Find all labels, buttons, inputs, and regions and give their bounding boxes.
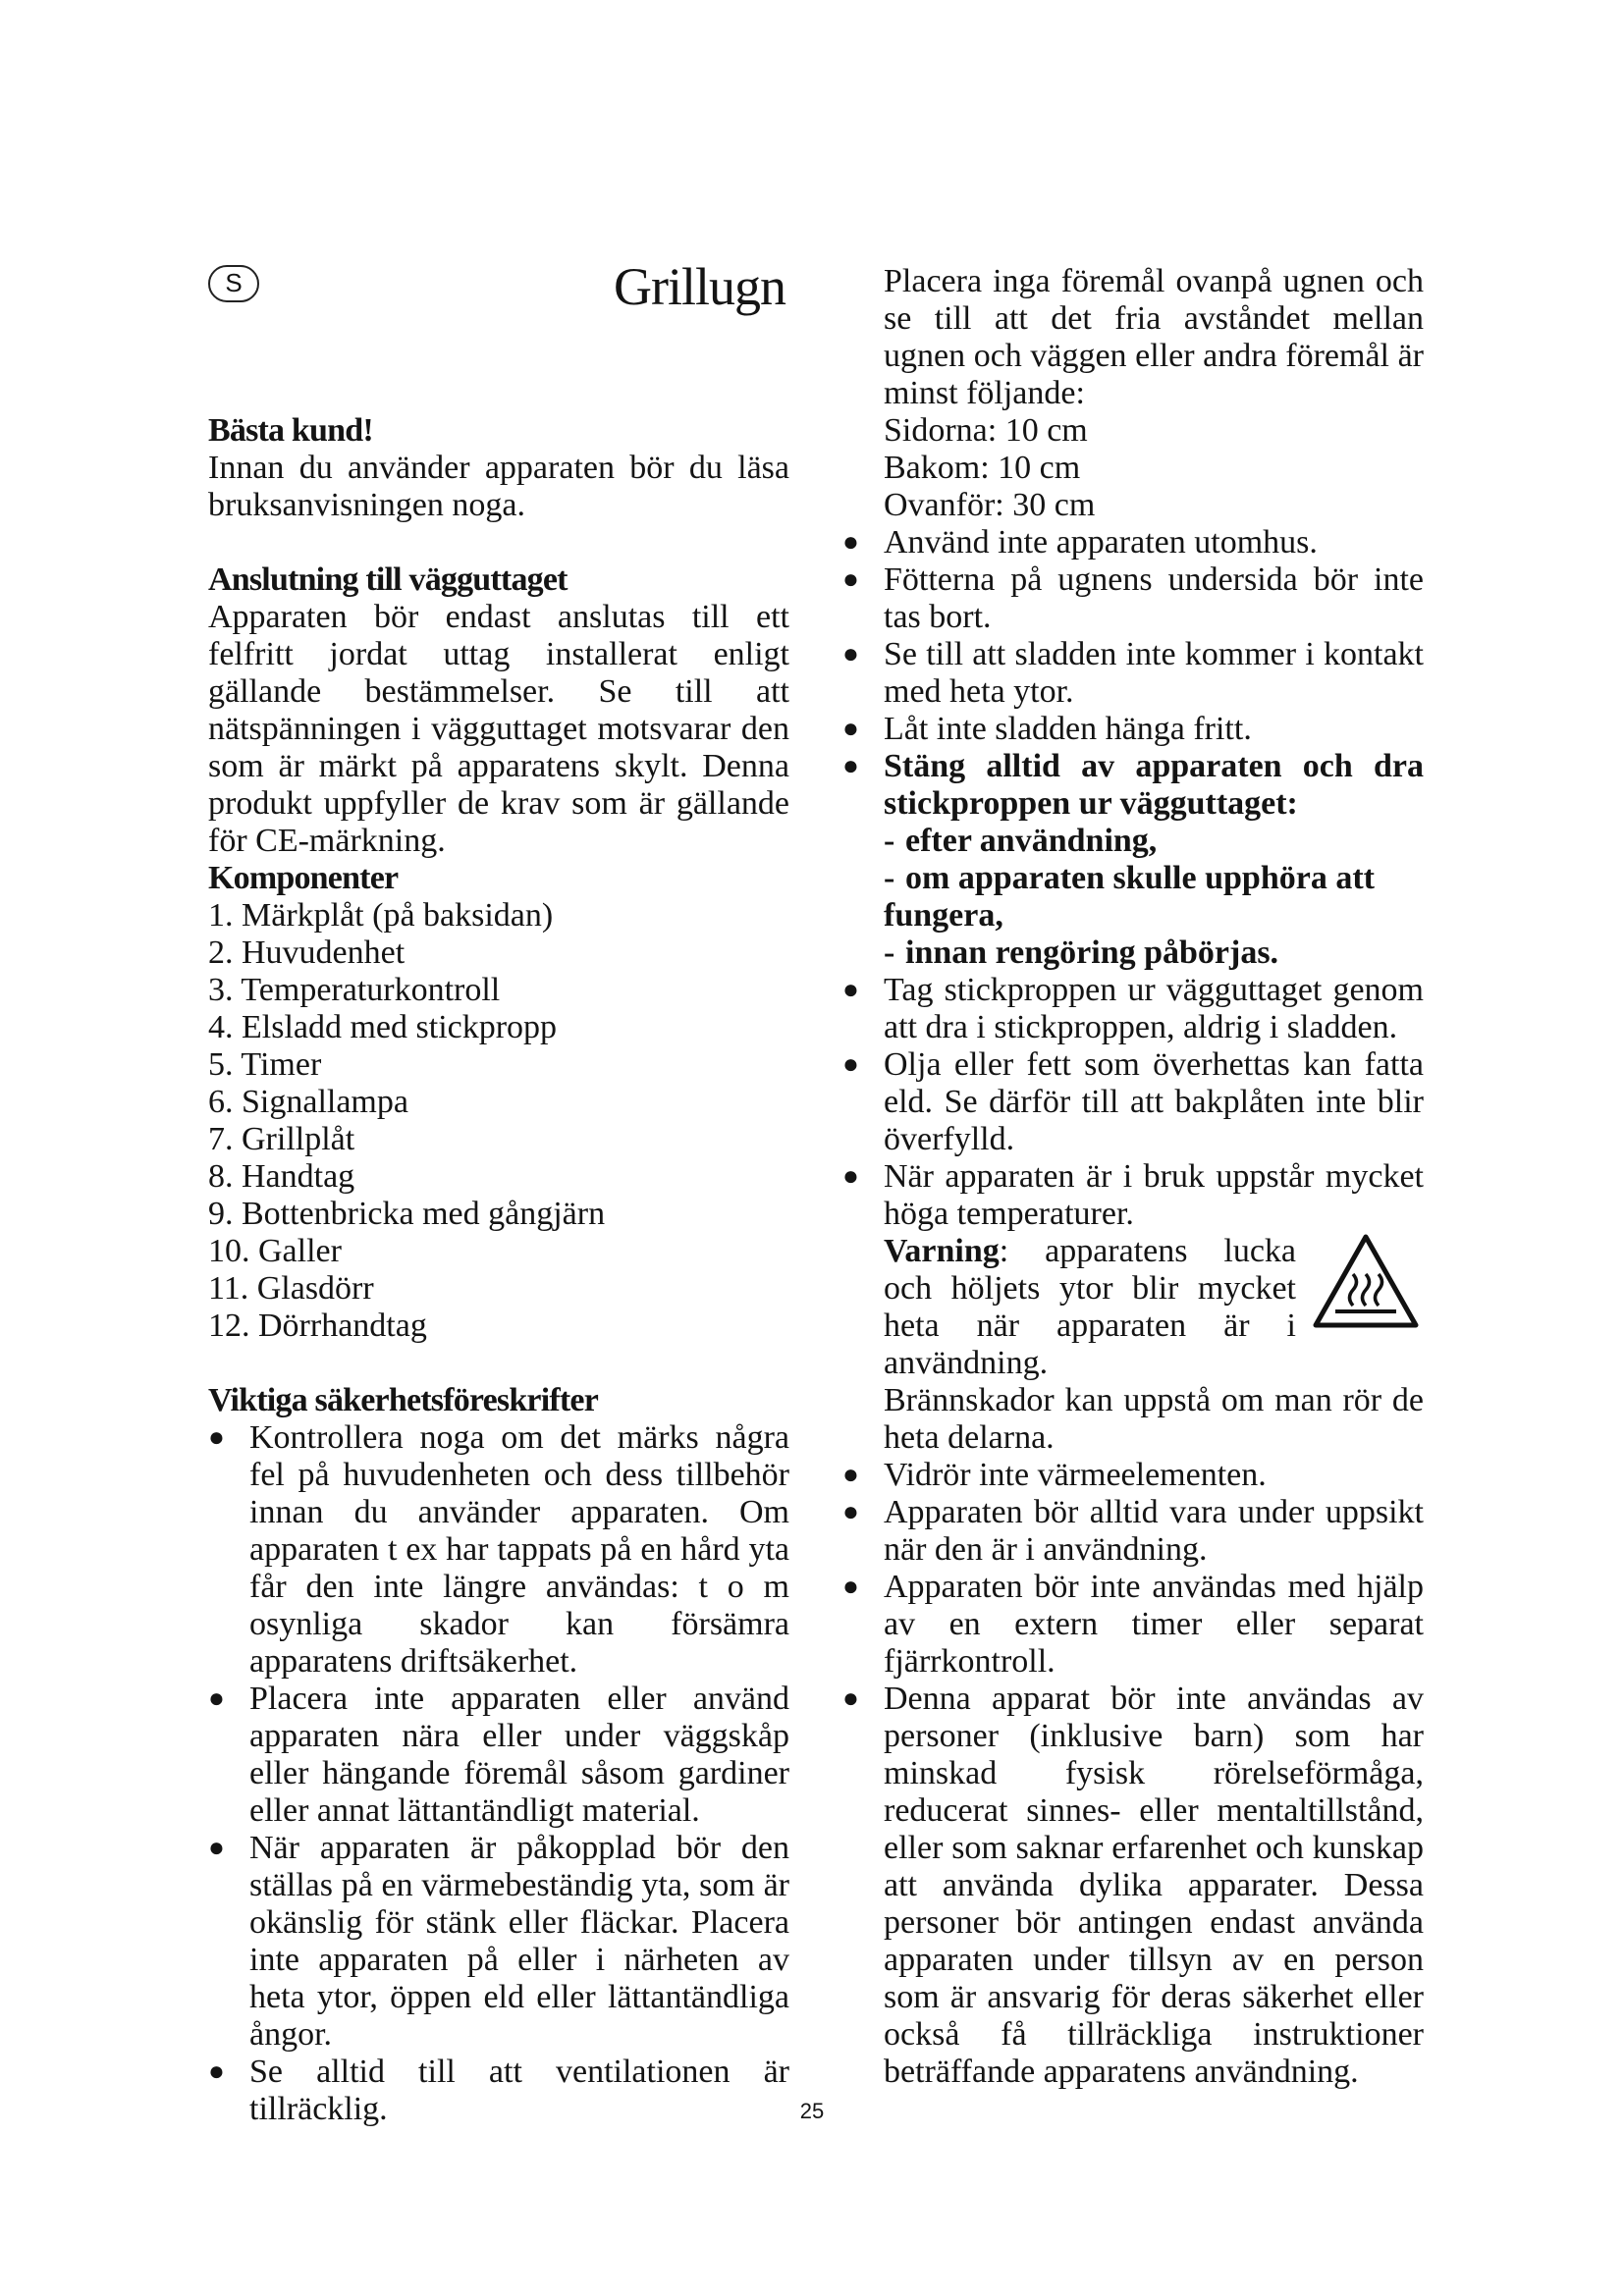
safety-item-text: Låt inte sladden hänga fritt.	[884, 711, 1252, 747]
safety-continued	[842, 263, 1424, 2091]
component-item: 4. Elsladd med stickpropp	[208, 1009, 558, 1045]
component-item: 1. Märkplåt (på baksidan)	[208, 897, 554, 934]
clearance-text: Placera inga föremål ovanpå ugnen och se till att det fria avståndet mellan ugnen och väggen eller andra föremål är minst följande:	[884, 263, 1424, 411]
safety-item	[842, 524, 1424, 561]
safety-heading: Viktiga säkerhetsföreskrifter	[208, 1382, 598, 1418]
unplug-item	[842, 748, 1424, 823]
safety-item-text: Placera inte apparaten eller använd apparaten nära eller under väggskåp eller hängande föremål såsom gardiner eller annat lättantändligt material.	[249, 1681, 789, 1829]
safety-item	[208, 1681, 789, 1830]
connection-section	[208, 561, 789, 860]
safety-item	[208, 1830, 789, 2054]
safety-item-text: Se alltid till att ventilationen är tillräcklig.	[249, 2054, 789, 2127]
component-item: 9. Bottenbricka med gångjärn	[208, 1196, 606, 1232]
bullet-icon: ●	[842, 527, 859, 558]
unplug-subitem: - innan rengöring påbörjas.	[884, 934, 1279, 971]
safety-item-text: Apparaten bör alltid vara under uppsikt när den är i användning.	[884, 1494, 1424, 1568]
connection-text: Apparaten bör endast anslutas till ett felfritt jordat uttag installerat enligt gällande bestämmelser. Se till att nätspänningen i vägguttaget motsvarar den som är märkt på apparatens skylt. Denna produkt uppfyller de krav som är gällande för CE-märkning.	[208, 599, 789, 859]
page-number: 25	[799, 2099, 825, 2123]
warning-label: Varning	[884, 1233, 1000, 1269]
bullet-icon: ●	[842, 564, 859, 595]
component-item: 8. Handtag	[208, 1158, 355, 1195]
bullet-icon: ●	[842, 1049, 859, 1080]
safety-item-text: Olja eller fett som överhettas kan fatta eld. Se därför till att bakplåten inte blir överfylld.	[884, 1046, 1424, 1157]
greeting-section	[208, 412, 789, 524]
unplug-subitem: - efter användning,	[884, 823, 1158, 859]
bullet-icon: ●	[842, 975, 859, 1005]
unplug-subitem-text: efter användning,	[905, 823, 1158, 859]
safety-item-text: Se till att sladden inte kommer i kontakt med heta ytor.	[884, 636, 1424, 710]
safety-item	[842, 1681, 1424, 2091]
bullet-icon: ●	[842, 1460, 859, 1490]
components-heading: Komponenter	[208, 860, 399, 896]
bullet-icon: ●	[842, 1497, 859, 1527]
safety-item-text: När apparaten är i bruk uppstår mycket höga temperaturer.	[884, 1158, 1424, 1232]
safety-item-text: Fötterna på ugnens undersida bör inte tas bort.	[884, 561, 1424, 635]
clearance-item: Sidorna: 10 cm	[884, 412, 1088, 449]
component-item: 7. Grillplåt	[208, 1121, 355, 1157]
component-item: 3. Temperaturkontroll	[208, 972, 501, 1008]
safety-item	[842, 636, 1424, 711]
clearance-item: Ovanför: 30 cm	[884, 487, 1096, 523]
safety-item-text: Använd inte apparaten utomhus.	[884, 524, 1318, 561]
safety-item	[842, 1494, 1424, 1569]
component-item: 10. Galler	[208, 1233, 342, 1269]
safety-item-text: Apparaten bör inte användas med hjälp av en extern timer eller separat fjärrkontroll.	[884, 1569, 1424, 1680]
components-section	[208, 860, 789, 1345]
unplug-heading: Stäng alltid av apparaten och dra stickproppen ur vägguttaget:	[884, 748, 1424, 822]
safety-item	[842, 1158, 1424, 1233]
bullet-icon: ●	[842, 714, 859, 744]
component-item: 5. Timer	[208, 1046, 322, 1083]
bullet-icon: ●	[842, 1161, 859, 1192]
bullet-icon: ●	[842, 1683, 859, 1714]
bullet-icon: ●	[842, 1572, 859, 1602]
bullet-icon: ●	[842, 639, 859, 669]
clearance-item: Bakom: 10 cm	[884, 450, 1081, 486]
bullet-icon: ●	[208, 2056, 225, 2087]
safety-item-text: Kontrollera noga om det märks några fel på huvudenheten och dess tillbehör innan du använder apparaten. Om apparaten t ex har tappats på en hård yta får den inte längre användas: t o m osynliga skador kan försämra apparatens driftsäkerhet.	[249, 1419, 789, 1680]
safety-item	[842, 1457, 1424, 1494]
greeting-text: Innan du använder apparaten bör du läsa bruksanvisningen noga.	[208, 450, 789, 523]
warning-body: : apparatens lucka och höljets ytor blir mycket heta när apparaten är i användning.	[884, 1233, 1296, 1381]
safety-section	[208, 1382, 789, 2128]
safety-item-text: Vidrör inte värmeelementen.	[884, 1457, 1267, 1493]
safety-item-text: Denna apparat bör inte användas av personer (inklusive barn) som har minskad fysisk rörelseförmåga, reducerat sinnes- eller mentaltillstånd, eller som saknar erfarenhet och kunskap att använda dylika apparater. Dessa personer bör antingen endast använda apparaten under tillsyn av en person som är ansvarig för deras säkerhet eller också få tillräckliga instruktioner beträffande apparatens användning.	[884, 1681, 1424, 2090]
safety-item-text: När apparaten är påkopplad bör den ställas på en värmebeständig yta, som är okänslig för stänk eller fläckar. Placera inte apparaten på eller i närheten av heta ytor, öppen eld eller lättantändliga ångor.	[249, 1830, 789, 2053]
safety-item	[208, 1419, 789, 1681]
greeting-heading: Bästa kund!	[208, 412, 373, 449]
component-item: 6. Signallampa	[208, 1084, 408, 1120]
unplug-subitem: - om apparaten skulle upphöra att fungera,	[884, 860, 1375, 934]
hot-surface-warning-icon	[1312, 1233, 1420, 1329]
connection-heading: Anslutning till vägguttaget	[208, 561, 568, 598]
unplug-subitem-text: om apparaten skulle upphöra att fungera,	[884, 860, 1375, 934]
bullet-icon: ●	[208, 1422, 225, 1453]
component-item: 2. Huvudenhet	[208, 934, 406, 971]
safety-item	[842, 1569, 1424, 1681]
unplug-subitem-text: innan rengöring påbörjas.	[905, 934, 1279, 971]
component-item: 11. Glasdörr	[208, 1270, 374, 1307]
safety-item	[842, 1046, 1424, 1158]
language-badge: S	[208, 265, 259, 302]
safety-item-text: Tag stickproppen ur vägguttaget genom att dra i stickproppen, aldrig i sladden.	[884, 972, 1424, 1045]
bullet-icon: ●	[208, 1833, 225, 1863]
warning-text-2: Brännskador kan uppstå om man rör de heta delarna.	[884, 1382, 1424, 1456]
warning-block	[842, 1233, 1424, 1457]
bullet-icon: ●	[842, 751, 859, 781]
component-item: 12. Dörrhandtag	[208, 1308, 427, 1344]
safety-item	[842, 561, 1424, 636]
safety-item	[842, 711, 1424, 748]
page-title: Grillugn	[614, 257, 785, 316]
bullet-icon: ●	[208, 1683, 225, 1714]
safety-item	[842, 972, 1424, 1046]
